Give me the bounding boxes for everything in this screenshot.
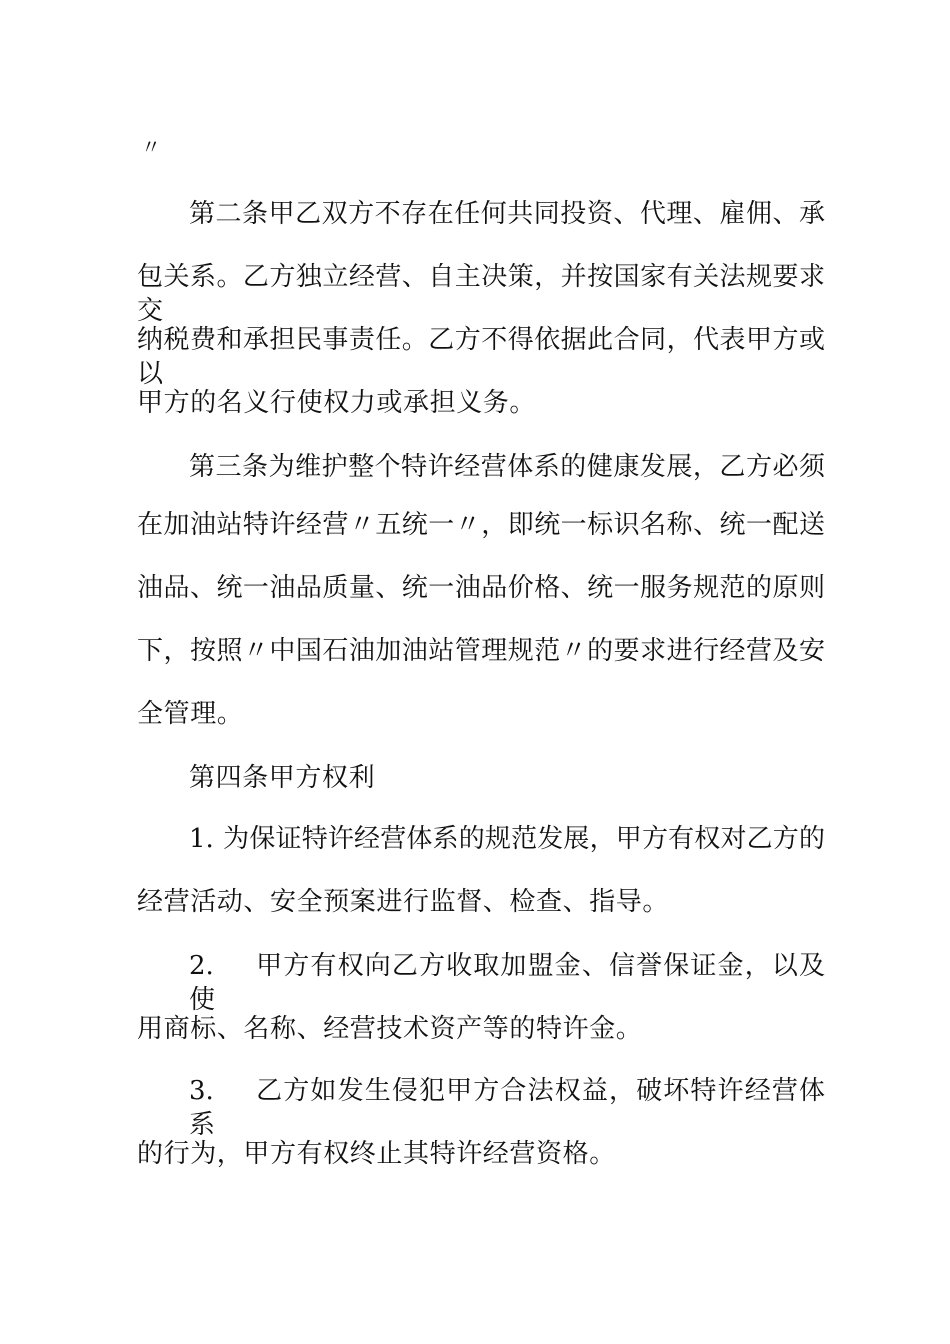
article2-line-3: 纳税费和承担民事责任。乙方不得依据此合同，代表甲方或以 bbox=[137, 325, 825, 389]
article4-item-3-text: 乙方如发生侵犯甲方合法权益，破坏特许经营体系 bbox=[189, 1076, 825, 1140]
article4-item-1-text: 为保证特许经营体系的规范发展，甲方有权对乙方的 bbox=[223, 824, 825, 854]
article3-line-5: 全管理。 bbox=[137, 699, 244, 729]
opening-quote-mark: 〃 bbox=[141, 135, 161, 159]
article4-item-3-line-2: 的行为，甲方有权终止其特许经营资格。 bbox=[137, 1139, 616, 1169]
article3-line-2: 在加油站特许经营〃五统一〃，即统一标识名称、统一配送 bbox=[137, 510, 825, 540]
article4-heading: 第四条甲方权利 bbox=[189, 763, 376, 793]
article4-item-2-line-2: 用商标、名称、经营技术资产等的特许金。 bbox=[137, 1014, 643, 1044]
article3-line-1: 第三条为维护整个特许经营体系的健康发展，乙方必须 bbox=[189, 452, 825, 482]
article4-item-3-number: 3. bbox=[189, 1076, 214, 1106]
article3-line-4: 下，按照〃中国石油加油站管理规范〃的要求进行经营及安 bbox=[137, 636, 825, 666]
article4-item-1-line-2: 经营活动、安全预案进行监督、检查、指导。 bbox=[137, 887, 670, 917]
article2-line-1: 第二条甲乙双方不存在任何共同投资、代理、雇佣、承 bbox=[189, 199, 825, 229]
article4-item-2-line-1 bbox=[189, 949, 825, 1017]
article4-item-1-number: 1. bbox=[189, 824, 214, 854]
article4-item-3-line-1 bbox=[189, 1074, 825, 1142]
article4-item-1-line-1 bbox=[189, 822, 825, 856]
article4-item-2-number: 2. bbox=[189, 951, 214, 981]
article4-item-2-text: 甲方有权向乙方收取加盟金、信誉保证金，以及使 bbox=[189, 951, 825, 1015]
article2-line-4: 甲方的名义行使权力或承担义务。 bbox=[137, 388, 537, 418]
article3-line-3: 油品、统一油品质量、统一油品价格、统一服务规范的原则 bbox=[137, 573, 825, 603]
article2-line-2: 包关系。乙方独立经营、自主决策，并按国家有关法规要求交 bbox=[137, 262, 825, 326]
